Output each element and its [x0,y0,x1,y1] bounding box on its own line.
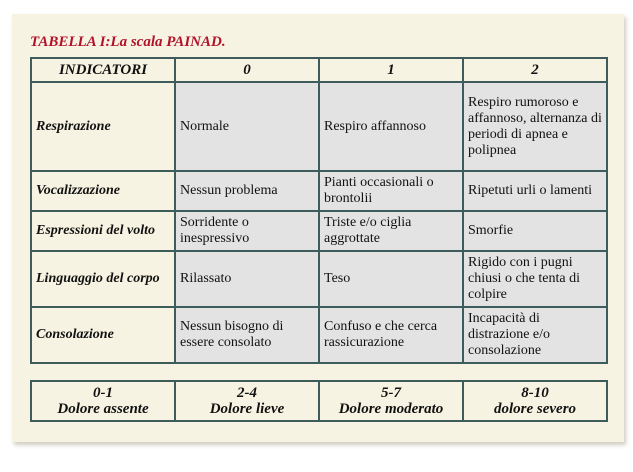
painad-table [30,57,608,364]
scale-range: 2-4 [237,385,257,401]
score-2-cell: Ripetuti urli o lamenti [463,171,607,211]
scale-label: Dolore assente [57,401,149,417]
score-1-cell: Teso [319,251,463,307]
score-0-cell: Nessun problema [175,171,319,211]
header-row [31,58,607,82]
score-0-cell: Normale [175,82,319,171]
scale-cell [463,381,607,421]
score-2-cell: Rigido con i pugni chiusi o che tenta di colpire [463,251,607,307]
scale-label: Dolore lieve [209,401,285,417]
scale-row [31,381,607,421]
score-1-cell: Pianti occasionali o brontolii [319,171,463,211]
score-1-cell: Confuso e che cerca rassicurazione [319,307,463,363]
table-row [31,251,607,307]
header-indicatori: INDICATORI [31,58,175,82]
header-score-2: 2 [463,58,607,82]
table-row [31,307,607,363]
score-0-cell: Sorridente o inespressivo [175,211,319,251]
score-1-cell: Respiro affannoso [319,82,463,171]
indicator-cell: Vocalizzazione [31,171,175,211]
header-score-1: 1 [319,58,463,82]
indicator-cell: Consolazione [31,307,175,363]
score-2-cell: Respiro rumoroso e affannoso, alternanza di periodi di apnea e polipnea [463,82,607,171]
table-row [31,171,607,211]
score-1-cell: Triste e/o ciglia aggrottate [319,211,463,251]
scale-range: 5-7 [381,385,401,401]
scale-cell [31,381,175,421]
header-score-0: 0 [175,58,319,82]
scale-label: Dolore moderato [338,401,444,417]
indicator-cell: Linguaggio del corpo [31,251,175,307]
table-title: TABELLA I:La scala PAINAD. [30,34,226,50]
indicator-cell: Espressioni del volto [31,211,175,251]
scale-range: 0-1 [93,385,113,401]
score-0-cell: Rilassato [175,251,319,307]
scale-cell [319,381,463,421]
indicator-cell: Respirazione [31,82,175,171]
scale-range: 8-10 [521,385,549,401]
scale-label: dolore severo [493,401,577,417]
pain-scale-table [30,380,608,422]
score-0-cell: Nessun bisogno di essere consolato [175,307,319,363]
table-row [31,82,607,171]
score-2-cell: Smorfie [463,211,607,251]
score-2-cell: Incapacità di distrazione e/o consolazione [463,307,607,363]
scale-cell [175,381,319,421]
table-row [31,211,607,251]
